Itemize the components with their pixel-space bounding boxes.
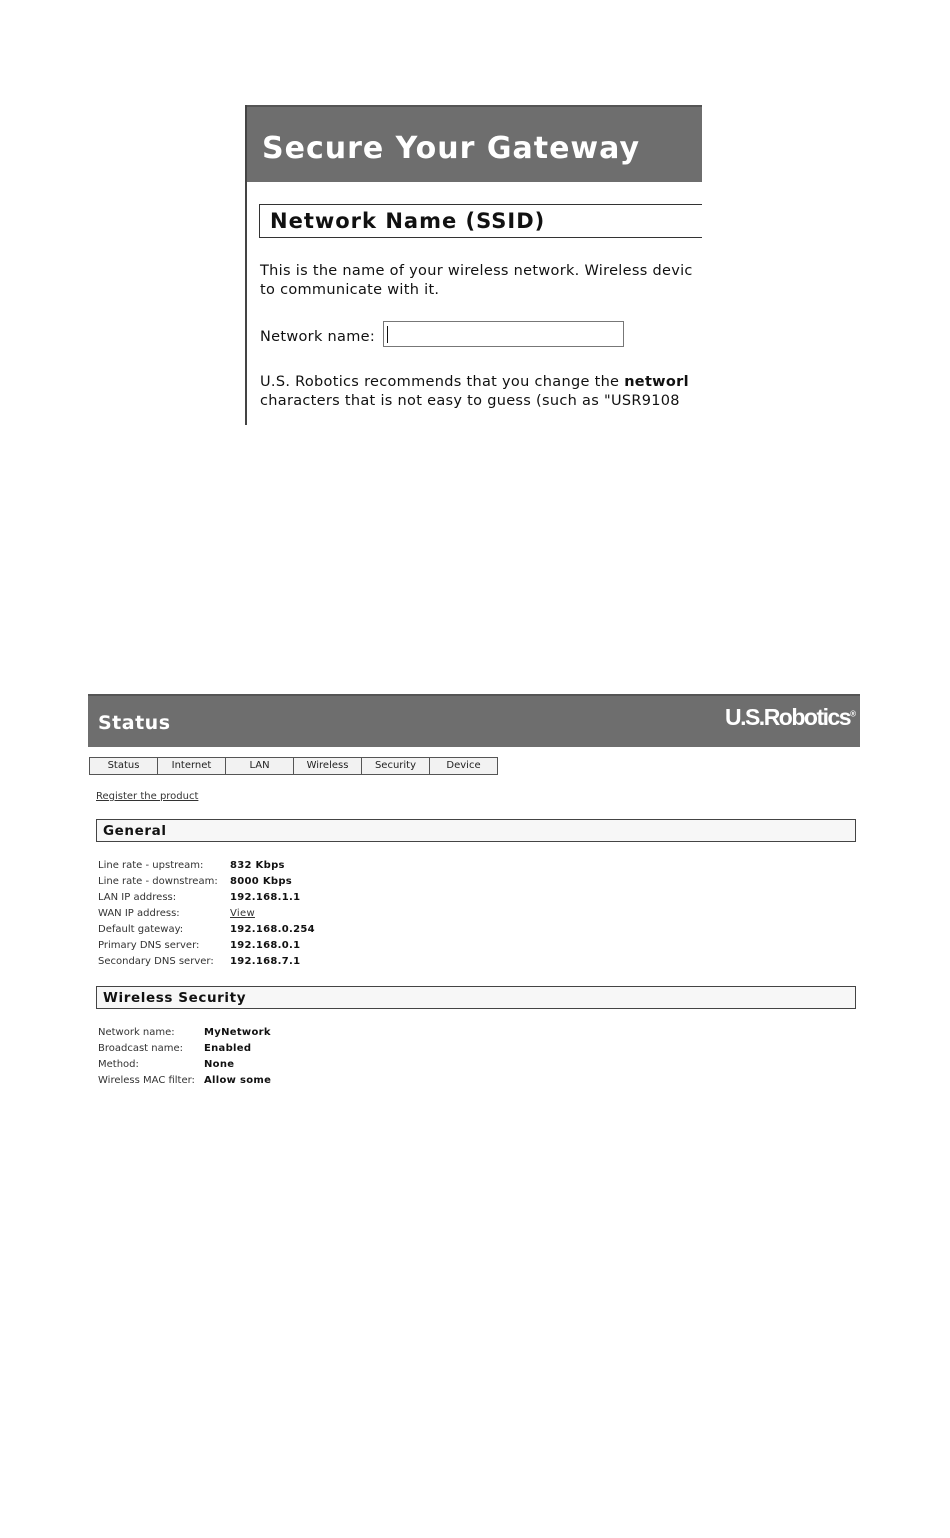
info-label: LAN IP address:	[98, 892, 177, 903]
secure-gateway-screenshot	[245, 105, 702, 425]
info-label: Primary DNS server:	[98, 940, 200, 951]
info-row	[98, 874, 315, 890]
info-value: Allow some	[204, 1075, 272, 1086]
info-label: Secondary DNS server:	[98, 956, 214, 967]
info-value: 192.168.0.1	[230, 940, 301, 951]
info-row	[98, 938, 315, 954]
network-name-label: Network name:	[260, 329, 376, 345]
usrobotics-logo	[725, 704, 856, 731]
tab-security[interactable]: Security	[361, 757, 430, 775]
tab-lan[interactable]: LAN	[225, 757, 294, 775]
logo-text: U.S.Robotics	[724, 704, 851, 730]
general-section-title: General	[103, 823, 167, 839]
info-row	[98, 906, 315, 922]
info-value: 192.168.1.1	[230, 892, 301, 903]
info-row	[98, 1025, 271, 1041]
info-value: 832 Kbps	[230, 860, 285, 871]
tab-status[interactable]: Status	[89, 757, 158, 775]
ssid-description-line-2: to communicate with it.	[260, 282, 440, 298]
ssid-section-header	[259, 204, 702, 238]
info-row	[98, 1041, 271, 1057]
registered-mark: ®	[850, 709, 856, 719]
recommendation-text	[260, 373, 689, 411]
info-value: 8000 Kbps	[230, 876, 293, 887]
recommendation-line-1-text: U.S. Robotics recommends that you change the	[260, 374, 625, 390]
status-header	[88, 694, 860, 747]
info-value: Enabled	[204, 1043, 252, 1054]
gateway-page-title: Secure Your Gateway	[262, 131, 641, 166]
status-tab-bar	[89, 757, 497, 775]
info-row	[98, 954, 315, 970]
gateway-header	[247, 105, 702, 182]
ssid-section-title: Network Name (SSID)	[270, 209, 546, 233]
info-label: Broadcast name:	[98, 1043, 184, 1054]
network-name-input[interactable]	[383, 321, 624, 347]
wireless-security-list	[98, 1025, 271, 1089]
info-row	[98, 1057, 271, 1073]
info-label: Default gateway:	[98, 924, 184, 935]
wireless-security-section-title: Wireless Security	[103, 990, 247, 1006]
wireless-security-section-header	[96, 986, 856, 1009]
info-row	[98, 922, 315, 938]
info-label: Line rate - downstream:	[98, 876, 218, 887]
tab-wireless[interactable]: Wireless	[293, 757, 362, 775]
info-value: None	[204, 1059, 235, 1070]
ssid-description-line-1: This is the name of your wireless network. Wireless devic	[260, 263, 693, 279]
status-screenshot	[88, 694, 860, 1090]
general-info-list	[98, 858, 315, 970]
info-row	[98, 858, 315, 874]
info-label: Network name:	[98, 1027, 175, 1038]
info-label: Method:	[98, 1059, 139, 1070]
tab-internet[interactable]: Internet	[157, 757, 226, 775]
general-section-header	[96, 819, 856, 842]
info-label: Wireless MAC filter:	[98, 1075, 195, 1086]
recommendation-line-1	[260, 373, 689, 392]
info-value: 192.168.7.1	[230, 956, 301, 967]
register-product-link[interactable]: Register the product	[96, 791, 199, 802]
info-row	[98, 1073, 271, 1089]
ssid-description	[260, 262, 693, 300]
text-caret	[387, 326, 388, 343]
info-value: MyNetwork	[204, 1027, 271, 1038]
wan-ip-view-link[interactable]: View	[230, 908, 255, 919]
info-label: Line rate - upstream:	[98, 860, 204, 871]
status-page-title: Status	[98, 712, 171, 734]
tab-device[interactable]: Device	[429, 757, 498, 775]
info-row	[98, 890, 315, 906]
recommendation-line-2: characters that is not easy to guess (such as "USR9108	[260, 393, 680, 409]
info-value: 192.168.0.254	[230, 924, 315, 935]
recommendation-line-1-bold: networl	[624, 374, 689, 390]
info-label: WAN IP address:	[98, 908, 180, 919]
